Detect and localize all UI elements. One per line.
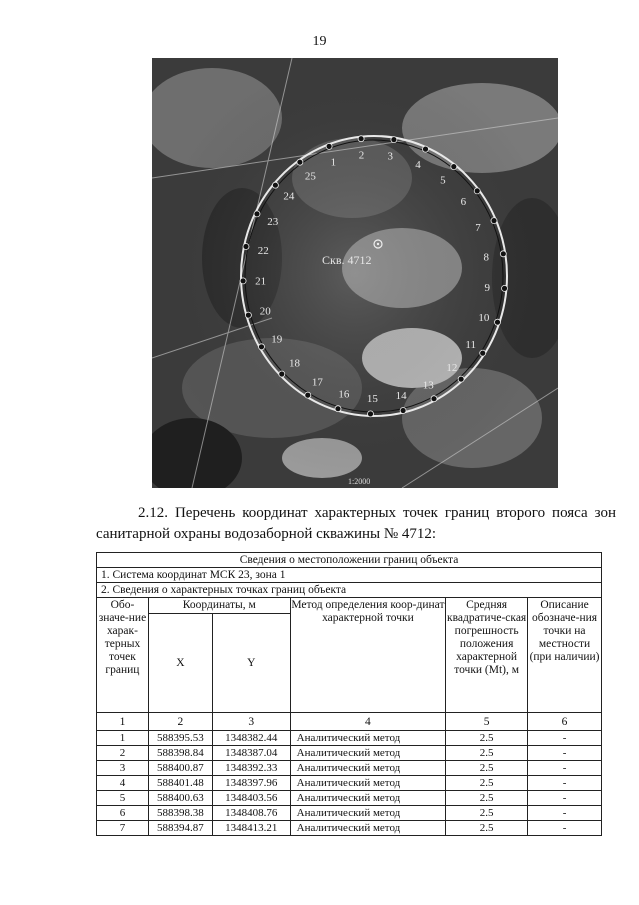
table-row [97, 761, 602, 776]
boundary-point-label: 25 [304, 170, 316, 183]
table-row [97, 746, 602, 761]
boundary-point-label: 14 [395, 389, 407, 402]
method: Аналитический метод [290, 791, 446, 806]
boundary-point-label: 2 [358, 149, 365, 162]
boundary-point-label: 4 [415, 158, 421, 171]
col-num-6: 6 [528, 713, 602, 731]
boundary-point [335, 406, 341, 412]
error-value: 2.5 [446, 821, 528, 836]
boundary-point-label: 12 [446, 362, 458, 375]
header-x: X [148, 614, 212, 713]
boundary-point-label: 3 [387, 150, 393, 163]
points-section-title: 2. Сведения о характерных точках границ объекта [97, 583, 602, 598]
boundary-point-label: 8 [483, 251, 489, 264]
point-number: 1 [97, 731, 149, 746]
description: - [528, 746, 602, 761]
coord-y: 1348413.21 [212, 821, 290, 836]
boundary-point-label: 16 [338, 388, 350, 401]
coordinate-system: 1. Система координат МСК 23, зона 1 [97, 568, 602, 583]
boundary-point-label: 18 [289, 357, 300, 370]
table-row [97, 731, 602, 746]
col-num-1: 1 [97, 713, 149, 731]
coord-x: 588394.87 [148, 821, 212, 836]
point-number: 7 [97, 821, 149, 836]
boundary-point-label: 23 [267, 216, 279, 229]
description: - [528, 791, 602, 806]
boundary-point-label: 15 [366, 393, 378, 405]
coord-x: 588400.87 [148, 761, 212, 776]
error-value: 2.5 [446, 761, 528, 776]
coord-y: 1348408.76 [212, 806, 290, 821]
heading-line-1: 2.12. Перечень координат характерных точек границ второго пояса зон [138, 505, 616, 521]
header-error: Средняя квадратиче-ская погрешность положения характерной точки (Mt), м [446, 598, 528, 713]
boundary-point-label: 5 [440, 174, 446, 187]
boundary-point [431, 396, 437, 402]
boundary-point [305, 392, 311, 398]
description: - [528, 731, 602, 746]
table-row [97, 821, 602, 836]
boundary-point-label: 19 [271, 333, 283, 346]
boundary-point-label: 24 [283, 190, 295, 203]
boundary-point [245, 312, 251, 318]
boundary-point [240, 278, 246, 284]
method: Аналитический метод [290, 776, 446, 791]
boundary-point-label: 20 [259, 305, 271, 318]
boundary-point [500, 251, 506, 257]
boundary-point-label: 21 [255, 275, 267, 288]
header-coordinates: Координаты, м [148, 598, 290, 614]
map-svg [152, 58, 558, 488]
boundary-point [474, 188, 480, 194]
description: - [528, 776, 602, 791]
coord-x: 588400.63 [148, 791, 212, 806]
well-label: Скв. 4712 [322, 253, 372, 267]
scale-label: 1:2000 [348, 477, 371, 486]
boundary-point [451, 164, 457, 170]
boundary-point [502, 285, 508, 291]
method: Аналитический метод [290, 761, 446, 776]
description: - [528, 761, 602, 776]
method: Аналитический метод [290, 806, 446, 821]
boundary-point-label: 9 [484, 281, 490, 294]
coord-y: 1348397.96 [212, 776, 290, 791]
col-num-4: 4 [290, 713, 446, 731]
boundary-point [495, 319, 501, 325]
col-num-5: 5 [446, 713, 528, 731]
coord-y: 1348392.33 [212, 761, 290, 776]
boundary-point [254, 211, 260, 217]
boundary-point [358, 136, 364, 142]
boundary-point-label: 6 [460, 195, 467, 208]
header-description: Описание обозначе-ния точки на местности (при наличии) [528, 598, 602, 713]
table-title: Сведения о местоположении границ объекта [97, 553, 602, 568]
coordinates-table [96, 552, 602, 836]
boundary-point [297, 159, 303, 165]
point-number: 3 [97, 761, 149, 776]
coord-y: 1348403.56 [212, 791, 290, 806]
method: Аналитический метод [290, 731, 446, 746]
boundary-point [272, 182, 278, 188]
boundary-point [491, 218, 497, 224]
boundary-point-label: 13 [422, 379, 434, 392]
description: - [528, 821, 602, 836]
boundary-point [400, 408, 406, 414]
boundary-point [259, 344, 265, 350]
page-number: 19 [312, 34, 327, 49]
col-num-2: 2 [148, 713, 212, 731]
error-value: 2.5 [446, 731, 528, 746]
heading-line-2: санитарной охраны водозаборной скважины № 4712: [96, 526, 437, 542]
error-value: 2.5 [446, 791, 528, 806]
point-number: 2 [97, 746, 149, 761]
boundary-point-label: 10 [478, 311, 490, 324]
header-designation: Обо-значе-ние харак-терных точек границ [97, 598, 149, 713]
column-number-row [97, 713, 602, 731]
boundary-point [326, 143, 332, 149]
description: - [528, 806, 602, 821]
boundary-point [279, 371, 285, 377]
col-num-3: 3 [212, 713, 290, 731]
boundary-point [480, 350, 486, 356]
method: Аналитический метод [290, 821, 446, 836]
coord-y: 1348382.44 [212, 731, 290, 746]
aerial-map [152, 58, 558, 488]
coord-x: 588398.38 [148, 806, 212, 821]
header-method: Метод определения коор-динат характерной точки [290, 598, 446, 713]
coord-x: 588395.53 [148, 731, 212, 746]
boundary-point-label: 22 [257, 244, 269, 257]
error-value: 2.5 [446, 746, 528, 761]
point-number: 4 [97, 776, 149, 791]
coord-x: 588401.48 [148, 776, 212, 791]
error-value: 2.5 [446, 806, 528, 821]
method: Аналитический метод [290, 746, 446, 761]
boundary-point-label: 11 [465, 339, 476, 352]
table-row [97, 776, 602, 791]
boundary-point [458, 376, 464, 382]
boundary-point [243, 244, 249, 250]
header-y: Y [212, 614, 290, 713]
boundary-point-label: 7 [475, 222, 481, 235]
boundary-point [391, 137, 397, 143]
boundary-point-label: 1 [330, 156, 337, 169]
section-heading [96, 503, 616, 545]
error-value: 2.5 [446, 776, 528, 791]
boundary-point [423, 146, 429, 152]
table-row [97, 806, 602, 821]
coord-y: 1348387.04 [212, 746, 290, 761]
point-number: 6 [97, 806, 149, 821]
boundary-point-label: 17 [311, 376, 323, 389]
boundary-point [368, 411, 374, 417]
coordinates-table-container [96, 552, 602, 836]
table-row [97, 791, 602, 806]
point-number: 5 [97, 791, 149, 806]
coord-x: 588398.84 [148, 746, 212, 761]
